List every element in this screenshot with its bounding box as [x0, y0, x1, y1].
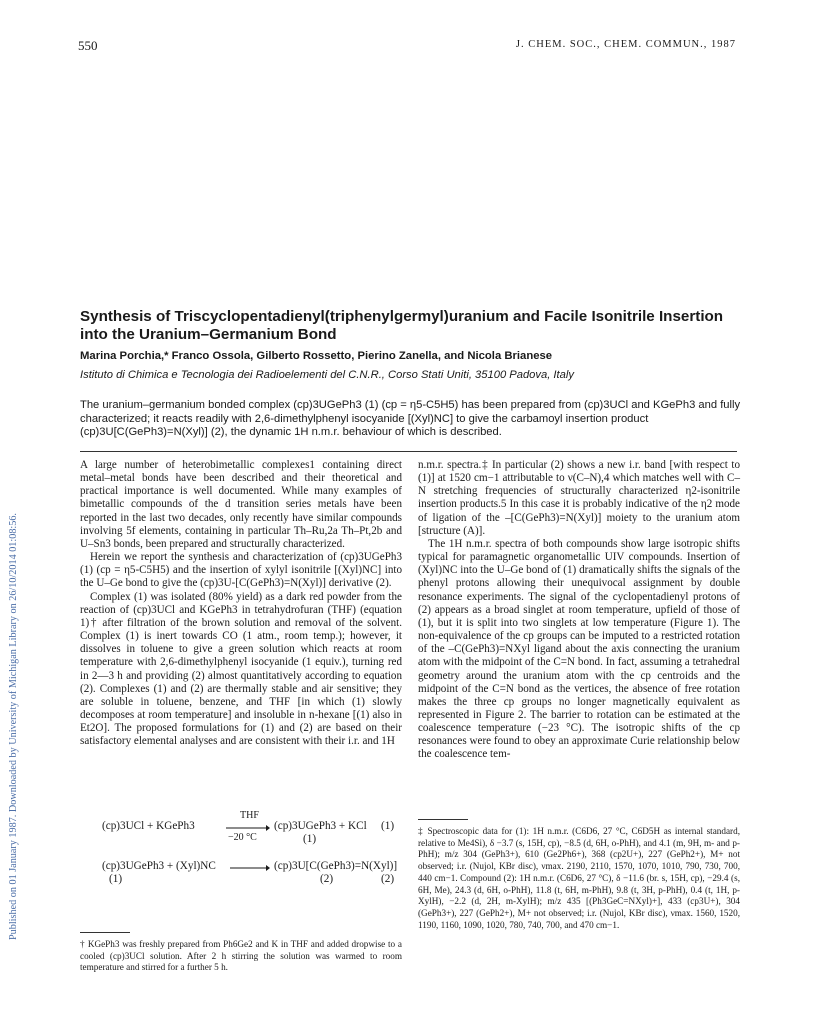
eq2-products: (cp)3U[C(GePh3)=N(Xyl)] — [274, 860, 398, 872]
eq2-reactant-label: (1) — [109, 873, 123, 885]
footnote-divider — [418, 819, 468, 820]
body-paragraph: A large number of heterobimetallic complexes1 containing direct metal–metal bonds have been described and their theoretical and practical importance is well documented. While many examples of bimetallic compounds of the d transition series metals have been reported in the last two decades, only recently have similar compounds involving 5f elements, containing in particular Th–Ru,2a Th–Pt,2b and U–Sn3 bonds, been prepared and structurally characterized. — [80, 459, 402, 550]
eq1-products: (cp)3UGePh3 + KCl — [274, 820, 367, 832]
reaction-arrow-icon — [230, 864, 270, 872]
eq1-arrow-over: THF — [240, 810, 259, 821]
body-column-right — [418, 459, 740, 762]
journal-header: J. CHEM. SOC., CHEM. COMMUN., 1987 — [515, 39, 736, 50]
eq2-compound-label: (2) — [320, 873, 334, 885]
footnote-divider — [80, 932, 130, 933]
article-affiliation: Istituto di Chimica e Tecnologia dei Radioelementi del C.N.R., Corso Stati Uniti, 35100 Padova, Italy — [80, 369, 574, 381]
reaction-arrow-icon — [226, 824, 270, 832]
equation-2 — [80, 860, 402, 894]
footnote-dagger: † KGePh3 was freshly prepared from Ph6Ge2 and K in THF and added dropwise to a cooled (cp)3UCl solution. After 2 h stirring the solution was warmed to room temperature and stirred for a further 5 h. — [80, 939, 402, 972]
article-title: Synthesis of Triscyclopentadienyl(triphenylgermyl)uranium and Facile Isonitrile Insertion into the Uranium–Germanium Bond — [80, 308, 724, 343]
eq1-arrow-under: −20 °C — [228, 832, 257, 843]
article-authors: Marina Porchia,* Franco Ossola, Gilberto Rossetto, Pierino Zanella, and Nicola Brianese — [80, 350, 553, 362]
reaction-equations — [80, 812, 402, 894]
article-abstract: The uranium–germanium bonded complex (cp)3UGePh3 (1) (cp = η5-C5H5) has been prepared from (cp)3UCl and KGePh3 and fully characterized; it reacts readily with 2,6-dimethylphenyl isocyanide [(Xyl)NC] to give the carbamoyl insertion product (cp)3U[C(GePh3)=N(Xyl)] (2), the dynamic 1H n.m.r. behaviour of which is described. — [80, 399, 741, 439]
body-paragraph: n.m.r. spectra.‡ In particular (2) shows a new i.r. band [with respect to (1)] at 1520 cm−1 attributable to ν(C–N),4 which matches well with C–N stretching frequencies of structurally characterized η2-isonitrile insertion products.5 In this case it is probably indicative of the η2 mode of ligation of the –[C(GePh3)=N(Xyl)] moiety to the uranium atom [structure (A)]. — [418, 459, 740, 537]
download-watermark[interactable]: Published on 01 January 1987. Downloaded by University of Michigan Library on 26/10/2014 01:08:56. — [8, 513, 19, 940]
page-number: 550 — [78, 38, 98, 53]
body-paragraph: The 1H n.m.r. spectra of both compounds show large isotropic shifts typical for paramagnetic organometallic UIV compounds. Insertion of (Xyl)NC into the U–Ge bond of (1) dramatically shifts the signals of the phenyl protons allowing their unequivocal assignment by double resonance experiments. The signal of the cyclopentadienyl protons of (2) appears as a broad singlet at room temperature, upfield of those of (1), but it is split into two singlets at low temperature (Figure 1). The non-equivalence of the cp groups can be imputed to a restricted rotation of the –C(GePh3)=NXyl ligand about the axis connecting the uranium atom with the midpoint of the C=N bond. In fact, assuming a tetrahedral geometry around the uranium atom with the cp centroids and the midpoint of the C=N bond as the vertices, the absence of free rotation makes the three cp groups no longer magnetically equivalent as represented in Figure 2. The barrier to rotation can be estimated at the coalescence temperature (−23 °C). The isotropic shifts of the cp resonances were found to obey an approximate Curie relationship below the coalescence tem- — [418, 537, 740, 761]
abstract-divider — [80, 451, 737, 452]
eq1-compound-label: (1) — [303, 833, 317, 845]
footnote-spectroscopic-data: ‡ Spectroscopic data for (1): 1H n.m.r. (C6D6, 27 °C, C6D5H as internal standard, relative to Me4Si), δ −3.7 (s, 15H, cp), −8.5 (d, 6H, o-PhH), and 4.1 (m, 9H, m- and p-PhH); m/z 304 (GePh3+), 610 (Ge2Ph6+), 368 (cp2U+), 227 (GePh2+), M+ not observed; i.r. (Nujol, KBr disc), νmax. 2190, 2110, 1570, 1070, 1010, 790, 730, 700, 440 cm−1. Compound (2): 1H n.m.r. (C6D6, 27 °C), δ −11.6 (br. s, 15H, cp), −29.4 (s, 6H, Me), 24.3 (d, 6H, o-PhH), 11.8 (t, 6H, m-PhH), 9.8 (t, 3H, p-PhH), 0.4 (t, 1H, p-XylH), −2.2 (d, 2H, m-XylH); m/z 435 [(Ph3GeC=NXyl)+], 433 (cp3U+), 304 (GePh3+), 227 (GePh2+), M+ not observed; i.r. (Nujol, KBr disc), νmax. 1560, 1520, 1190, 1160, 1090, 1020, 780, 740, 700, and 470 cm−1. — [418, 826, 740, 930]
eq2-reactants: (cp)3UGePh3 + (Xyl)NC — [102, 860, 216, 872]
equation-1 — [80, 812, 402, 846]
eq2-number: (2) — [381, 873, 395, 885]
eq1-number: (1) — [381, 820, 395, 832]
body-column-left — [80, 459, 402, 748]
body-paragraph: Complex (1) was isolated (80% yield) as a dark red powder from the reaction of (cp)3UCl and KGePh3 in tetrahydrofuran (THF) (equation 1)† after filtration of the brown solution and removal of the solvent. Complex (1) is inert towards CO (1 atm., room temp.); however, it dissolves in toluene to give a green solution which reacts at room temperature with 2,6-dimethylphenyl isocyanide (1 equiv.), turning red in 2—3 h and providing (2) almost quantitatively according to equation (2). Complexes (1) and (2) are thermally stable and air sensitive; they are soluble in toluene, benzene, and THF [in which (1) slowly decomposes at room temperature] and insoluble in n-hexane [(1) also in Et2O]. The proposed formulations for (1) and (2) are based on their satisfactory elemental analyses and are consistent with their i.r. and 1H — [80, 590, 402, 748]
eq1-reactants: (cp)3UCl + KGePh3 — [102, 820, 195, 832]
body-paragraph: Herein we report the synthesis and characterization of (cp)3UGePh3 (1) (cp = η5-C5H5) and the insertion of xylyl isonitrile [(Xyl)NC] into the U–Ge bond to give the (cp)3U-[C(GePh3)=N(Xyl)] derivative (2). — [80, 551, 402, 590]
